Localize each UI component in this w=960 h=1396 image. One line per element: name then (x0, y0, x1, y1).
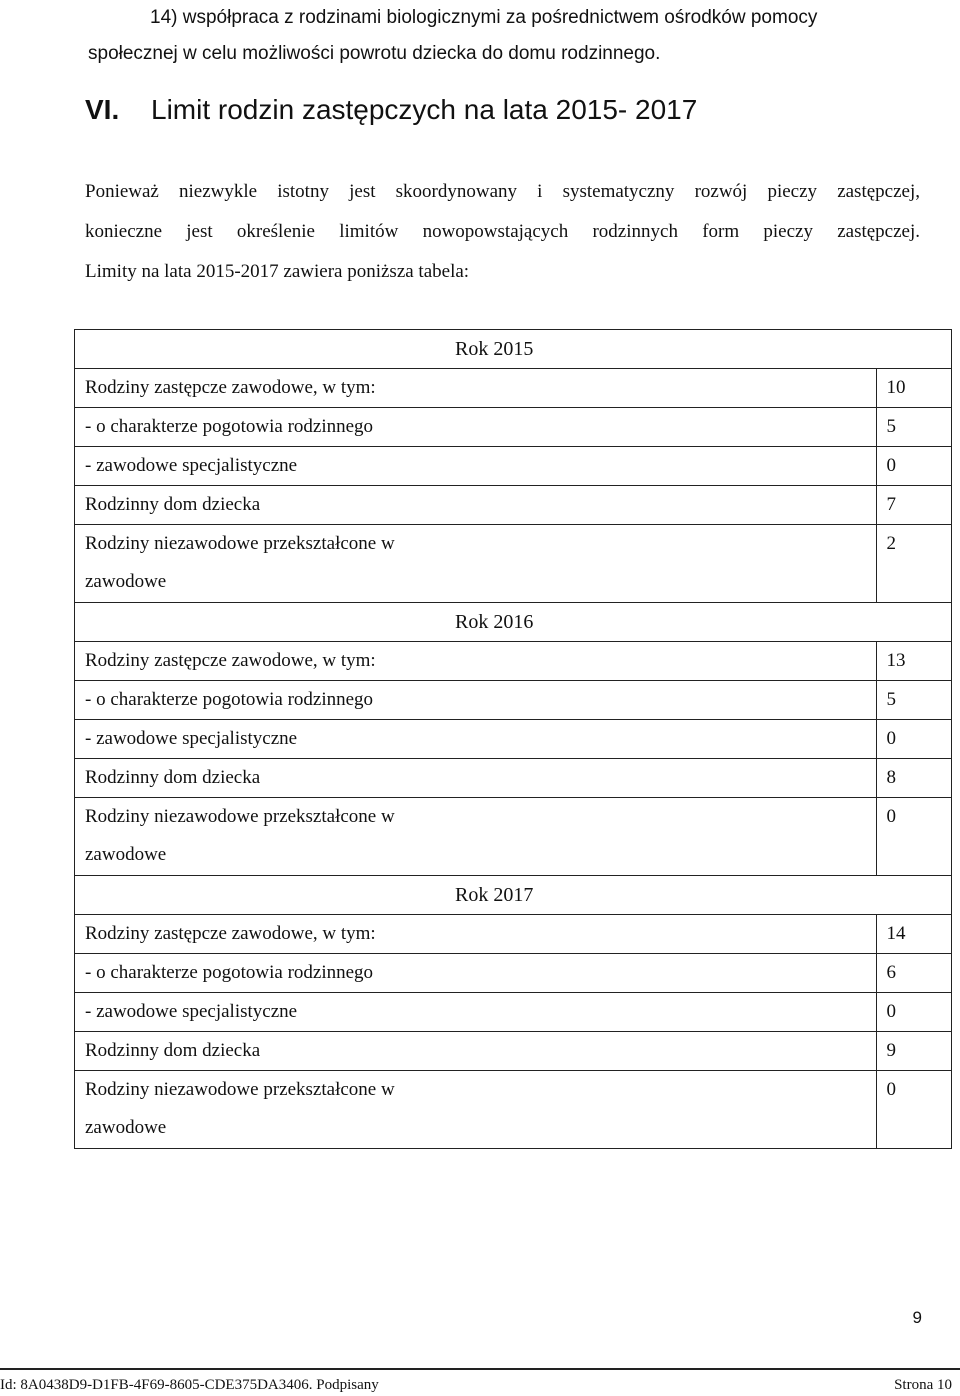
year-label: Rok 2016 (75, 603, 952, 642)
limit-value-cell: 10 (876, 369, 951, 408)
table-row (75, 369, 952, 408)
limit-value-cell: 9 (876, 1032, 951, 1071)
category-cell: Rodzinny dom dziecka (75, 486, 877, 525)
table-row (75, 1071, 952, 1149)
year-label: Rok 2015 (75, 330, 952, 369)
footer-document-id: Id: 8A0438D9-D1FB-4F69-8605-CDE375DA3406. Podpisany (0, 1377, 379, 1393)
table-row (75, 642, 952, 681)
category-cell: Rodzinny dom dziecka (75, 1032, 877, 1071)
list-item-14 (88, 0, 895, 72)
limit-value-cell: 2 (876, 525, 951, 603)
limit-value-cell: 0 (876, 798, 951, 876)
table-row (75, 681, 952, 720)
limit-value-cell: 0 (876, 447, 951, 486)
limit-value-cell: 8 (876, 759, 951, 798)
category-label-line2: zawodowe (85, 844, 167, 865)
paragraph-line3: Limity na lata 2015-2017 zawiera poniższa tabela: (85, 261, 470, 282)
category-label-line1: Rodziny niezawodowe przekształcone w (85, 806, 395, 827)
year-header-row (75, 876, 952, 915)
category-cell: - zawodowe specjalistyczne (75, 447, 877, 486)
limit-value-cell: 7 (876, 486, 951, 525)
category-label-line2: zawodowe (85, 1117, 167, 1138)
footer-page-label: Strona 10 (894, 1377, 952, 1393)
year-label: Rok 2017 (75, 876, 952, 915)
limit-value-cell: 0 (876, 993, 951, 1032)
section-number: VI. (85, 94, 120, 125)
table-row (75, 798, 952, 876)
section-title: Limit rodzin zastępczych na lata 2015- 2017 (151, 94, 698, 125)
limit-value-cell: 13 (876, 642, 951, 681)
table-row (75, 486, 952, 525)
category-cell: - o charakterze pogotowia rodzinnego (75, 681, 877, 720)
table-row (75, 525, 952, 603)
year-header-row (75, 603, 952, 642)
paragraph-line1: Ponieważ niezwykle istotny jest skoordynowany i systematyczny rozwój pieczy zastępczej, (85, 181, 920, 202)
limit-value-cell: 5 (876, 681, 951, 720)
table-row (75, 993, 952, 1032)
category-cell: - o charakterze pogotowia rodzinnego (75, 408, 877, 447)
year-header-row (75, 330, 952, 369)
table-row (75, 1032, 952, 1071)
category-cell: - zawodowe specjalistyczne (75, 993, 877, 1032)
limit-value-cell: 0 (876, 720, 951, 759)
category-cell (75, 798, 877, 876)
category-cell: Rodziny zastępcze zawodowe, w tym: (75, 915, 877, 954)
table-row (75, 447, 952, 486)
table-row (75, 759, 952, 798)
limits-table (74, 329, 952, 1149)
limit-value-cell: 5 (876, 408, 951, 447)
paragraph-line2: konieczne jest określenie limitów nowopowstających rodzinnych form pieczy zastępczej. (85, 221, 920, 242)
category-label-line1: Rodziny niezawodowe przekształcone w (85, 533, 395, 554)
category-cell: - o charakterze pogotowia rodzinnego (75, 954, 877, 993)
limit-value-cell: 0 (876, 1071, 951, 1149)
footer-divider (0, 1368, 960, 1370)
category-cell: Rodzinny dom dziecka (75, 759, 877, 798)
category-cell: Rodziny zastępcze zawodowe, w tym: (75, 369, 877, 408)
table-row (75, 408, 952, 447)
page-number: 9 (912, 1308, 922, 1327)
category-label-line1: Rodziny niezawodowe przekształcone w (85, 1079, 395, 1100)
table-row (75, 720, 952, 759)
category-cell: Rodziny zastępcze zawodowe, w tym: (75, 642, 877, 681)
category-cell (75, 1071, 877, 1149)
table-row (75, 954, 952, 993)
list-item-line1: 14) współpraca z rodzinami biologicznymi za pośrednictwem ośrodków pomocy (150, 7, 818, 28)
intro-paragraph (85, 172, 920, 292)
list-item-line2: społecznej w celu możliwości powrotu dziecka do domu rodzinnego. (88, 43, 661, 64)
category-cell (75, 525, 877, 603)
limit-value-cell: 6 (876, 954, 951, 993)
section-heading (85, 92, 697, 128)
category-cell: - zawodowe specjalistyczne (75, 720, 877, 759)
category-label-line2: zawodowe (85, 571, 167, 592)
table-row (75, 915, 952, 954)
limit-value-cell: 14 (876, 915, 951, 954)
